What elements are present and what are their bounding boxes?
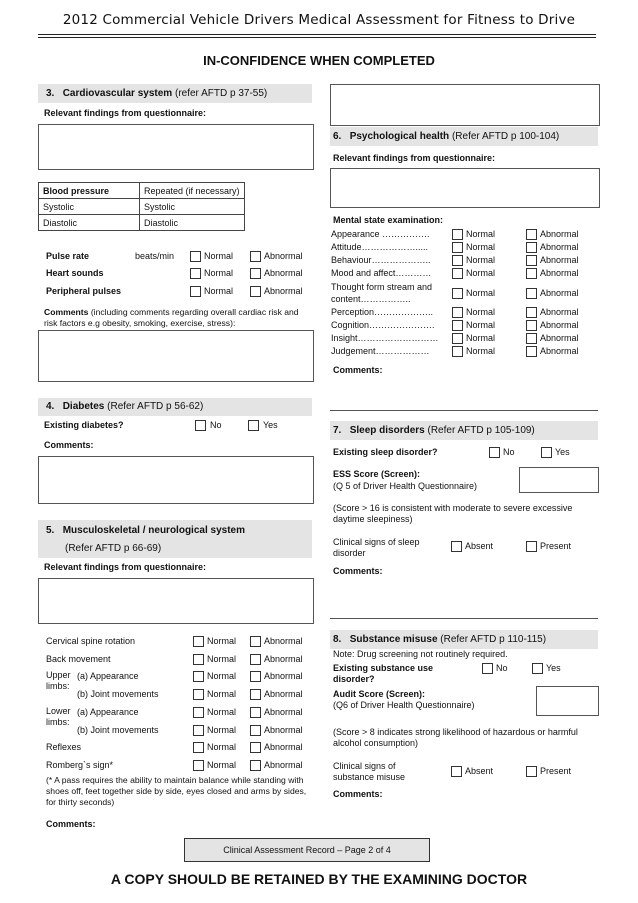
s4-existing-label: Existing diabetes? xyxy=(44,420,124,430)
header-rule xyxy=(38,34,596,35)
pulse-normal-checkbox[interactable] xyxy=(190,251,201,262)
mse-mood-label: Mood and affect………… xyxy=(331,268,432,278)
absent-label: Absent xyxy=(465,541,494,551)
mse-appearance-label: Appearance ……………. xyxy=(331,229,430,239)
retain-notice: A COPY SHOULD BE RETAINED BY THE EXAMINING DOCTOR xyxy=(110,871,528,887)
abnormal-label: Abnormal xyxy=(264,251,303,261)
abnormal-label: Abnormal xyxy=(540,346,579,356)
s3-comments-field[interactable] xyxy=(38,330,314,382)
reflexes-label: Reflexes xyxy=(46,742,82,752)
mse-cognition-normal-checkbox[interactable] xyxy=(452,320,463,331)
bp-cell[interactable]: Systolic xyxy=(140,199,245,215)
normal-label: Normal xyxy=(466,307,496,317)
s4-heading: 4. Diabetes (Refer AFTD p 56-62) xyxy=(46,401,204,412)
sleep-yes-checkbox[interactable] xyxy=(541,447,552,458)
upper-joint-normal-checkbox[interactable] xyxy=(193,689,204,700)
mse-judgement-normal-checkbox[interactable] xyxy=(452,346,463,357)
present-label: Present xyxy=(540,541,572,551)
abnormal-label: Abnormal xyxy=(264,725,303,735)
substance-clinical-label: Clinical signs of substance misuse xyxy=(333,761,406,782)
present-label: Present xyxy=(540,766,572,776)
normal-label: Normal xyxy=(466,255,496,265)
absent-label: Absent xyxy=(465,766,494,776)
normal-label: Normal xyxy=(207,725,237,735)
s6-relevant-label: Relevant findings from questionnaire: xyxy=(333,153,496,163)
confidence-banner: IN-CONFIDENCE WHEN COMPLETED xyxy=(203,53,435,68)
s7-existing-label: Existing sleep disorder? xyxy=(333,447,438,457)
no-label: No xyxy=(503,447,515,457)
yes-label: Yes xyxy=(546,663,561,673)
s7-comments-label: Comments: xyxy=(333,566,383,576)
normal-label: Normal xyxy=(204,251,234,261)
heart-abnormal-checkbox[interactable] xyxy=(250,268,261,279)
mse-thought-label: Thought form stream and content…………….. xyxy=(331,282,433,304)
mse-behaviour-normal-checkbox[interactable] xyxy=(452,255,463,266)
s8-note: Note: Drug screening not routinely required. xyxy=(333,649,508,659)
pulse-label: Pulse rate xyxy=(46,251,90,261)
substance-present-checkbox[interactable] xyxy=(526,766,537,777)
ess-title: ESS Score (Screen): xyxy=(333,469,421,479)
lower-appearance-label: (a) Appearance xyxy=(77,707,139,717)
lower-joint-abnormal-checkbox[interactable] xyxy=(250,725,261,736)
upper-appearance-abnormal-checkbox[interactable] xyxy=(250,671,261,682)
abnormal-label: Abnormal xyxy=(540,320,579,330)
abnormal-label: Abnormal xyxy=(264,742,303,752)
lower-joint-label: (b) Joint movements xyxy=(77,725,159,735)
abnormal-label: Abnormal xyxy=(540,229,579,239)
mse-behaviour-label: Behaviour……………….. xyxy=(331,255,431,265)
mse-insight-abnormal-checkbox[interactable] xyxy=(526,333,537,344)
reflexes-abnormal-checkbox[interactable] xyxy=(250,742,261,753)
s5-ref: (Refer AFTD p 66-69) xyxy=(65,543,162,554)
mse-perception-normal-checkbox[interactable] xyxy=(452,307,463,318)
romberg-abnormal-checkbox[interactable] xyxy=(250,760,261,771)
no-label: No xyxy=(210,420,222,430)
normal-label: Normal xyxy=(207,636,237,646)
cervical-normal-checkbox[interactable] xyxy=(193,636,204,647)
s5-relevant-label: Relevant findings from questionnaire: xyxy=(44,562,207,572)
mse-perception-label: Perception……………….. xyxy=(331,307,434,317)
ess-note: (Score > 16 is consistent with moderate to severe excessive daytime sleepiness) xyxy=(333,503,573,524)
lower-appearance-normal-checkbox[interactable] xyxy=(193,707,204,718)
normal-label: Normal xyxy=(207,671,237,681)
normal-label: Normal xyxy=(466,242,496,252)
s5-continuation-field[interactable] xyxy=(330,84,600,126)
peripheral-label: Peripheral pulses xyxy=(46,286,122,296)
ess-score-field[interactable] xyxy=(519,467,599,493)
audit-score-field[interactable] xyxy=(536,686,599,716)
s8-comments-label: Comments: xyxy=(333,789,383,799)
s6-comments-label: Comments: xyxy=(333,365,383,375)
s5-findings-field[interactable] xyxy=(38,578,314,624)
mse-thought-abnormal-checkbox[interactable] xyxy=(526,288,537,299)
upper-limbs-label: Upper limbs: xyxy=(46,670,71,691)
normal-label: Normal xyxy=(466,288,496,298)
reflexes-normal-checkbox[interactable] xyxy=(193,742,204,753)
abnormal-label: Abnormal xyxy=(264,707,303,717)
s3-heading: 3. Cardiovascular system (refer AFTD p 37-55) xyxy=(46,88,268,99)
sleep-absent-checkbox[interactable] xyxy=(451,541,462,552)
cervical-label: Cervical spine rotation xyxy=(46,636,136,646)
s7-heading: 7. Sleep disorders (Refer AFTD p 105-109) xyxy=(333,425,535,436)
sleep-present-checkbox[interactable] xyxy=(526,541,537,552)
back-abnormal-checkbox[interactable] xyxy=(250,654,261,665)
peripheral-abnormal-checkbox[interactable] xyxy=(250,286,261,297)
bp-header: Blood pressure xyxy=(39,183,140,199)
abnormal-label: Abnormal xyxy=(264,760,303,770)
bp-cell[interactable]: Diastolic xyxy=(39,215,140,231)
mse-attitude-abnormal-checkbox[interactable] xyxy=(526,242,537,253)
bp-cell[interactable]: Systolic xyxy=(39,199,140,215)
abnormal-label: Abnormal xyxy=(264,671,303,681)
s4-comments-label: Comments: xyxy=(44,440,94,450)
mse-cognition-abnormal-checkbox[interactable] xyxy=(526,320,537,331)
mse-attitude-label: Attitude………………..... xyxy=(331,242,429,252)
mental-state-label: Mental state examination: xyxy=(333,215,444,225)
s4-comments-field[interactable] xyxy=(38,456,314,504)
diabetes-yes-checkbox[interactable] xyxy=(248,420,259,431)
normal-label: Normal xyxy=(466,268,496,278)
lower-limbs-label: Lower limbs: xyxy=(46,706,71,727)
abnormal-label: Abnormal xyxy=(540,268,579,278)
mse-mood-abnormal-checkbox[interactable] xyxy=(526,268,537,279)
romberg-label: Romberg`s sign* xyxy=(46,760,114,770)
cervical-abnormal-checkbox[interactable] xyxy=(250,636,261,647)
abnormal-label: Abnormal xyxy=(264,268,303,278)
sleep-no-checkbox[interactable] xyxy=(489,447,500,458)
mse-judgement-abnormal-checkbox[interactable] xyxy=(526,346,537,357)
abnormal-label: Abnormal xyxy=(540,288,579,298)
mse-thought-normal-checkbox[interactable] xyxy=(452,288,463,299)
romberg-note: (* A pass requires the ability to maintain balance while standing with shoes off, feet together side by side, eyes closed and arms by sides, for thirty seconds) xyxy=(46,775,307,807)
mse-judgement-label: Judgement……………… xyxy=(331,346,430,356)
bp-header: Repeated (if necessary) xyxy=(140,183,245,199)
abnormal-label: Abnormal xyxy=(540,333,579,343)
normal-label: Normal xyxy=(466,320,496,330)
s6-heading: 6. Psychological health (Refer AFTD p 100-104) xyxy=(333,131,560,142)
document-header: 2012 Commercial Vehicle Drivers Medical Assessment for Fitness to Drive xyxy=(62,12,576,28)
s3-relevant-label: Relevant findings from questionnaire: xyxy=(44,108,207,118)
no-label: No xyxy=(496,663,508,673)
diabetes-no-checkbox[interactable] xyxy=(195,420,206,431)
mse-insight-normal-checkbox[interactable] xyxy=(452,333,463,344)
audit-sub: (Q6 of Driver Health Questionnaire) xyxy=(333,700,475,710)
lower-joint-normal-checkbox[interactable] xyxy=(193,725,204,736)
header-rule-2 xyxy=(38,37,596,38)
substance-absent-checkbox[interactable] xyxy=(451,766,462,777)
sleep-clinical-label: Clinical signs of sleep disorder xyxy=(333,537,420,558)
audit-note: (Score > 8 indicates strong likelihood of hazardous or harmful alcohol consumption) xyxy=(333,727,578,748)
heart-normal-checkbox[interactable] xyxy=(190,268,201,279)
substance-yes-checkbox[interactable] xyxy=(532,663,543,674)
lower-appearance-abnormal-checkbox[interactable] xyxy=(250,707,261,718)
s3-comments-label: Comments (including comments regarding overall cardiac risk and risk factors e.g obesity, smoking, exercise, stress): xyxy=(44,307,299,328)
upper-appearance-label: (a) Appearance xyxy=(77,671,139,681)
normal-label: Normal xyxy=(207,707,237,717)
abnormal-label: Abnormal xyxy=(540,307,579,317)
normal-label: Normal xyxy=(466,333,496,343)
mse-perception-abnormal-checkbox[interactable] xyxy=(526,307,537,318)
yes-label: Yes xyxy=(263,420,278,430)
s5-heading: 5. Musculoskeletal / neurological system xyxy=(46,525,245,536)
upper-joint-abnormal-checkbox[interactable] xyxy=(250,689,261,700)
heart-label: Heart sounds xyxy=(46,268,104,278)
normal-label: Normal xyxy=(207,742,237,752)
mse-appearance-normal-checkbox[interactable] xyxy=(452,229,463,240)
s8-existing-label: Existing substance use disorder? xyxy=(333,663,434,684)
normal-label: Normal xyxy=(207,654,237,664)
blood-pressure-table xyxy=(38,182,245,231)
beats-unit: beats/min xyxy=(135,251,175,261)
s8-heading: 8. Substance misuse (Refer AFTD p 110-115) xyxy=(333,634,547,645)
normal-label: Normal xyxy=(207,760,237,770)
mse-mood-normal-checkbox[interactable] xyxy=(452,268,463,279)
substance-no-checkbox[interactable] xyxy=(482,663,493,674)
abnormal-label: Abnormal xyxy=(264,636,303,646)
pulse-abnormal-checkbox[interactable] xyxy=(250,251,261,262)
page-indicator: Clinical Assessment Record – Page 2 of 4 xyxy=(184,838,430,862)
mse-behaviour-abnormal-checkbox[interactable] xyxy=(526,255,537,266)
normal-label: Normal xyxy=(207,689,237,699)
s6-findings-field[interactable] xyxy=(330,168,600,208)
normal-label: Normal xyxy=(204,286,234,296)
normal-label: Normal xyxy=(466,346,496,356)
upper-appearance-normal-checkbox[interactable] xyxy=(193,671,204,682)
abnormal-label: Abnormal xyxy=(264,654,303,664)
upper-joint-label: (b) Joint movements xyxy=(77,689,159,699)
mse-insight-label: Insight……………………… xyxy=(331,333,439,343)
romberg-normal-checkbox[interactable] xyxy=(193,760,204,771)
abnormal-label: Abnormal xyxy=(264,286,303,296)
audit-title: Audit Score (Screen): xyxy=(333,689,426,699)
bp-cell[interactable]: Diastolic xyxy=(140,215,245,231)
back-normal-checkbox[interactable] xyxy=(193,654,204,665)
normal-label: Normal xyxy=(204,268,234,278)
mse-cognition-label: Cognition…………………. xyxy=(331,320,435,330)
back-label: Back movement xyxy=(46,654,111,664)
s3-findings-field[interactable] xyxy=(38,124,314,170)
s7-comments-field[interactable] xyxy=(330,580,598,619)
abnormal-label: Abnormal xyxy=(540,255,579,265)
mse-attitude-normal-checkbox[interactable] xyxy=(452,242,463,253)
s6-comments-field[interactable] xyxy=(330,380,598,411)
ess-sub: (Q 5 of Driver Health Questionnaire) xyxy=(333,481,478,491)
yes-label: Yes xyxy=(555,447,570,457)
mse-appearance-abnormal-checkbox[interactable] xyxy=(526,229,537,240)
peripheral-normal-checkbox[interactable] xyxy=(190,286,201,297)
s5-comments-label: Comments: xyxy=(46,819,96,829)
normal-label: Normal xyxy=(466,229,496,239)
abnormal-label: Abnormal xyxy=(264,689,303,699)
abnormal-label: Abnormal xyxy=(540,242,579,252)
